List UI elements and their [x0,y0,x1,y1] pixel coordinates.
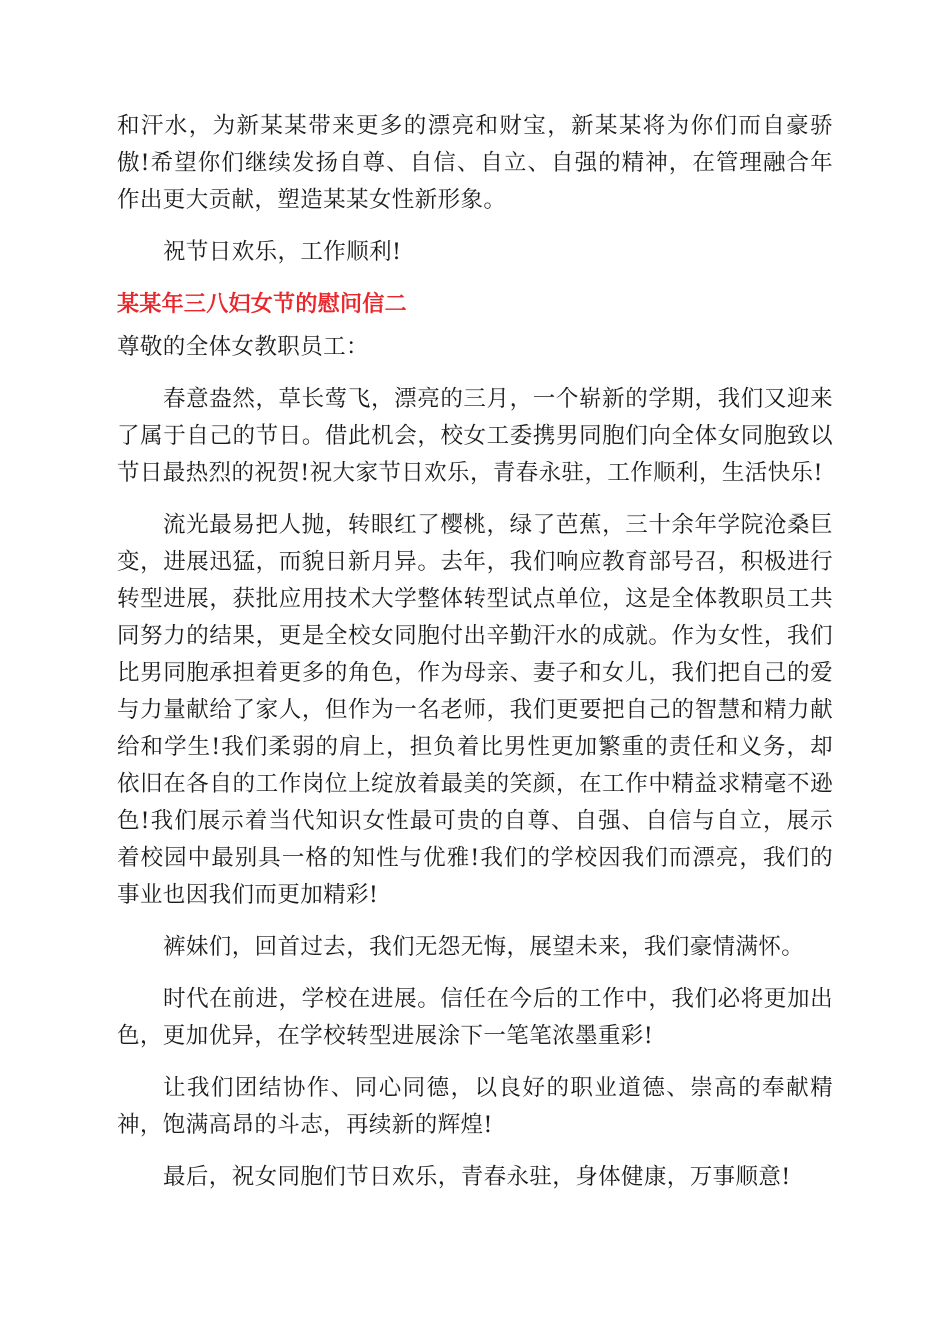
body-paragraph: 最后，祝女同胞们节日欢乐，青春永驻，身体健康，万事顺意! [163,1164,791,1190]
continuation-paragraph: 和汗水，为新某某带来更多的漂亮和财宝，新某某将为你们而自豪骄傲!希望你们继续发扬自尊、自信、自立、自强的精神，在管理融合年作出更大贡献，塑造某某女性新形象。 [117,113,833,213]
section-heading: 某某年三八妇女节的慰问信二 [117,292,407,317]
body-paragraph: 时代在前进，学校在进展。信任在今后的工作中，我们必将更加出色，更加优异，在学校转型进展涂下一笔笔浓墨重彩! [117,986,833,1049]
document-body [117,108,833,1196]
body-paragraph: 裤妹们，回首过去，我们无怨无悔，展望未来，我们豪情满怀。 [163,934,805,960]
body-paragraph: 流光最易把人抛，转眼红了樱桃，绿了芭蕉，三十余年学院沧桑巨变，进展迅猛，而貌日新月异。去年，我们响应教育部号召，积极进行转型进展，获批应用技术大学整体转型试点单位，这是全体教职员工共同努力的结果，更是全校女同胞付出辛勤汗水的成就。作为女性，我们比男同胞承担着更多的角色，作为母亲、妻子和女儿，我们把自己的爱与力量献给了家人，但作为一名老师，我们更要把自己的智慧和精力献给和学生!我们柔弱的肩上，担负着比男性更加繁重的责任和义务，却依旧在各自的工作岗位上绽放着最美的笑颜，在工作中精益求精毫不逊色!我们展示着当代知识女性最可贵的自尊、自强、自信与自立，展示着校园中最别具一格的知性与优雅!我们的学校因我们而漂亮，我们的事业也因我们而更加精彩! [117,512,833,908]
salutation: 尊敬的全体女教职员工： [117,334,369,360]
body-paragraph: 春意盎然，草长莺飞，漂亮的三月，一个崭新的学期，我们又迎来了属于自己的节日。借此机会，校女工委携男同胞们向全体女同胞致以节日最热烈的祝贺!祝大家节日欢乐，青春永驻，工作顺利，生活快乐! [117,386,833,486]
body-paragraph: 让我们团结协作、同心同德，以良好的职业道德、崇高的奉献精神，饱满高昂的斗志，再续新的辉煌! [117,1075,833,1138]
closing-wish: 祝节日欢乐，工作顺利! [163,239,402,265]
